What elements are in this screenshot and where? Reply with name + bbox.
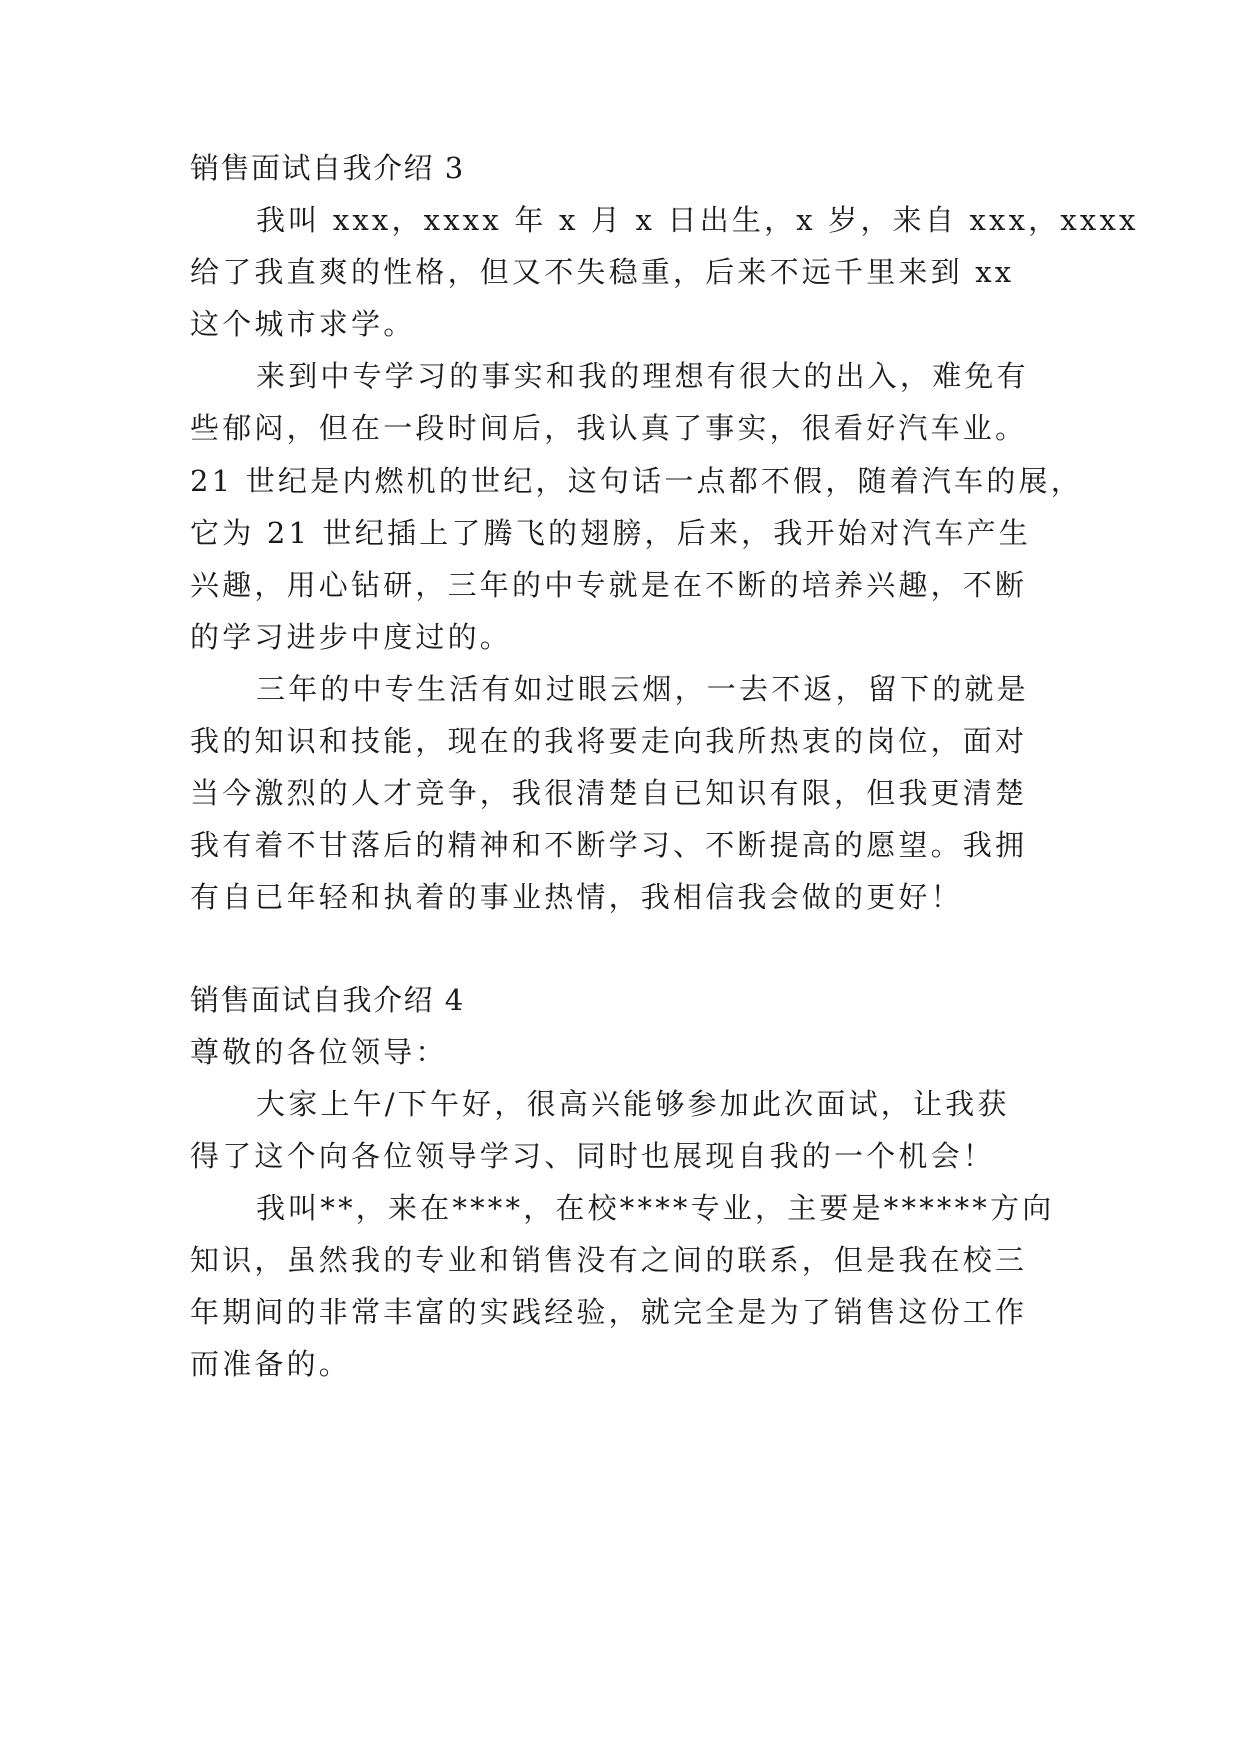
paragraph-5-line-1: 我叫**，来在****，在校****专业，主要是******方向: [256, 1191, 1055, 1225]
paragraph-1-line-2: 给了我直爽的性格，但又不失稳重，后来不远千里来到 xx: [190, 255, 1015, 289]
paragraph-3-line-1: 三年的中专生活有如过眼云烟，一去不返，留下的就是: [256, 672, 1029, 706]
section-3-title: 销售面试自我介绍 3: [190, 151, 465, 185]
salutation: 尊敬的各位领导：: [190, 1035, 448, 1069]
paragraph-3-line-4: 我有着不甘落后的精神和不断学习、不断提高的愿望。我拥: [190, 828, 1028, 862]
paragraph-2-line-3: 21 世纪是内燃机的世纪，这句话一点都不假，随着汽车的展，: [190, 464, 1083, 498]
paragraph-2-line-5: 兴趣，用心钻研，三年的中专就是在不断的培养兴趣，不断: [190, 568, 1028, 602]
paragraph-2-line-1: 来到中专学习的事实和我的理想有很大的出入，难免有: [256, 359, 1029, 393]
paragraph-3-line-2: 我的知识和技能，现在的我将要走向我所热衷的岗位，面对: [190, 724, 1028, 758]
paragraph-5-line-2: 知识，虽然我的专业和销售没有之间的联系，但是我在校三: [190, 1243, 1028, 1277]
paragraph-3-line-5: 有自已年轻和执着的事业热情，我相信我会做的更好！: [190, 880, 963, 914]
paragraph-2-line-2: 些郁闷，但在一段时间后，我认真了事实，很看好汽车业。: [190, 411, 1028, 445]
paragraph-1-line-3: 这个城市求学。: [190, 307, 416, 341]
paragraph-5-line-3: 年期间的非常丰富的实践经验，就完全是为了销售这份工作: [190, 1295, 1028, 1329]
paragraph-4-line-1: 大家上午/下午好，很高兴能够参加此次面试，让我获: [256, 1087, 1010, 1121]
paragraph-2-line-4: 它为 21 世纪插上了腾飞的翅膀，后来，我开始对汽车产生: [190, 516, 1031, 550]
section-4-title: 销售面试自我介绍 4: [190, 983, 465, 1017]
paragraph-5-line-4: 而准备的。: [190, 1347, 352, 1381]
paragraph-3-line-3: 当今激烈的人才竞争，我很清楚自已知识有限，但我更清楚: [190, 776, 1028, 810]
paragraph-4-line-2: 得了这个向各位领导学习、同时也展现自我的一个机会！: [190, 1139, 996, 1173]
paragraph-2-line-6: 的学习进步中度过的。: [190, 620, 513, 654]
paragraph-1-line-1: 我叫 xxx，xxxx 年 x 月 x 日出生，x 岁，来自 xxx，xxxx: [256, 203, 1139, 237]
